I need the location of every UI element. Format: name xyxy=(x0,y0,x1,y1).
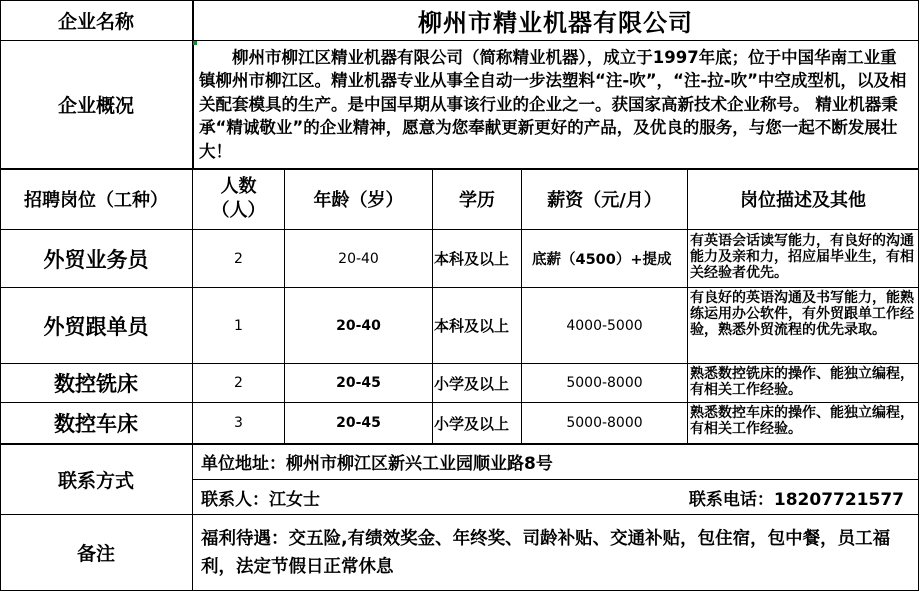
job-age: 20-40 xyxy=(285,288,433,364)
header-count-text: 人数（人） xyxy=(211,176,266,221)
contact-phone: 联系电话：18207721577 xyxy=(688,489,904,510)
label-divider xyxy=(192,0,194,170)
job-salary: 4000-5000 xyxy=(522,288,688,364)
job-salary: 底薪（4500）+提成 xyxy=(522,230,688,288)
job-position: 数控铣床 xyxy=(0,364,193,403)
job-age: 20-45 xyxy=(285,364,433,403)
company-overview-text: 柳州市柳江区精业机器有限公司（简称精业机器），成立于1997年底；位于中国华南工业重镇柳州市柳江区。精业机器专业从事全自动一步法塑料“注-吹”，“注-拉-吹”中空成型机，以及相关配套模具的生产。是中国早期从事该行业的企业之一。获国家高新技术企业称号。 精业机器秉承“精诚敬业”的企业精神，愿意为您奉献更新更好的产品，及优良的服务，与您一起不断发展壮大！ xyxy=(199,47,907,161)
job-education: 小学及以上 xyxy=(433,403,522,444)
contact-label: 联系方式 xyxy=(0,444,193,515)
company-overview-label: 企业概况 xyxy=(0,41,193,169)
contact-person: 联系人：江女士 xyxy=(201,489,320,510)
header-count xyxy=(193,169,285,230)
company-name: 柳州市精业机器有限公司 xyxy=(193,0,919,41)
job-description: 有良好的英语沟通及书写能力，能熟练运用办公软件，有外贸跟单工作经验，熟悉外贸流程的优先录取。 xyxy=(690,290,914,338)
cell-selection-mark xyxy=(193,41,197,45)
job-salary: 5000-8000 xyxy=(522,403,688,444)
notes-cell xyxy=(193,515,919,591)
job-salary: 5000-8000 xyxy=(522,364,688,403)
header-education: 学历 xyxy=(433,169,522,230)
job-count: 3 xyxy=(193,403,285,444)
job-education: 本科及以上 xyxy=(433,288,522,364)
job-position: 外贸业务员 xyxy=(0,230,193,288)
contact-row xyxy=(193,480,919,515)
job-education: 本科及以上 xyxy=(433,230,522,288)
job-description: 熟悉数控铣床的操作、能独立编程，有相关工作经验。 xyxy=(690,366,914,398)
contact-address: 单位地址：柳州市柳江区新兴工业园顺业路8号 xyxy=(193,444,919,480)
job-count: 2 xyxy=(193,230,285,288)
header-divider xyxy=(0,168,919,170)
job-count: 2 xyxy=(193,364,285,403)
company-overview-cell xyxy=(193,41,919,169)
header-description: 岗位描述及其他 xyxy=(688,169,919,230)
job-position: 外贸跟单员 xyxy=(0,288,193,364)
contact-divider xyxy=(0,443,919,445)
job-age: 20-40 xyxy=(285,230,433,288)
header-position: 招聘岗位（工种） xyxy=(0,169,193,230)
job-position: 数控车床 xyxy=(0,403,193,444)
header-age: 年龄（岁） xyxy=(285,169,433,230)
job-description: 有英语会话读写能力，有良好的沟通能力及亲和力，招应届毕业生，有相关经验者优先。 xyxy=(690,233,914,281)
job-count: 1 xyxy=(193,288,285,364)
job-description-cell xyxy=(688,230,919,288)
company-name-label: 企业名称 xyxy=(0,0,193,41)
job-description-cell xyxy=(688,364,919,403)
job-age: 20-45 xyxy=(285,403,433,444)
header-salary: 薪资（元/月） xyxy=(522,169,688,230)
notes-label: 备注 xyxy=(0,515,193,591)
job-description-cell xyxy=(688,403,919,444)
job-description-cell xyxy=(688,288,919,364)
welfare-text: 福利待遇：交五险,有绩效奖金、年终奖、司龄补贴、交通补贴，包住宿，包中餐，员工福利，法定节假日正常休息 xyxy=(201,528,891,577)
job-description: 熟悉数控车床的操作、能独立编程，有相关工作经验。 xyxy=(690,405,914,437)
job-education: 小学及以上 xyxy=(433,364,522,403)
